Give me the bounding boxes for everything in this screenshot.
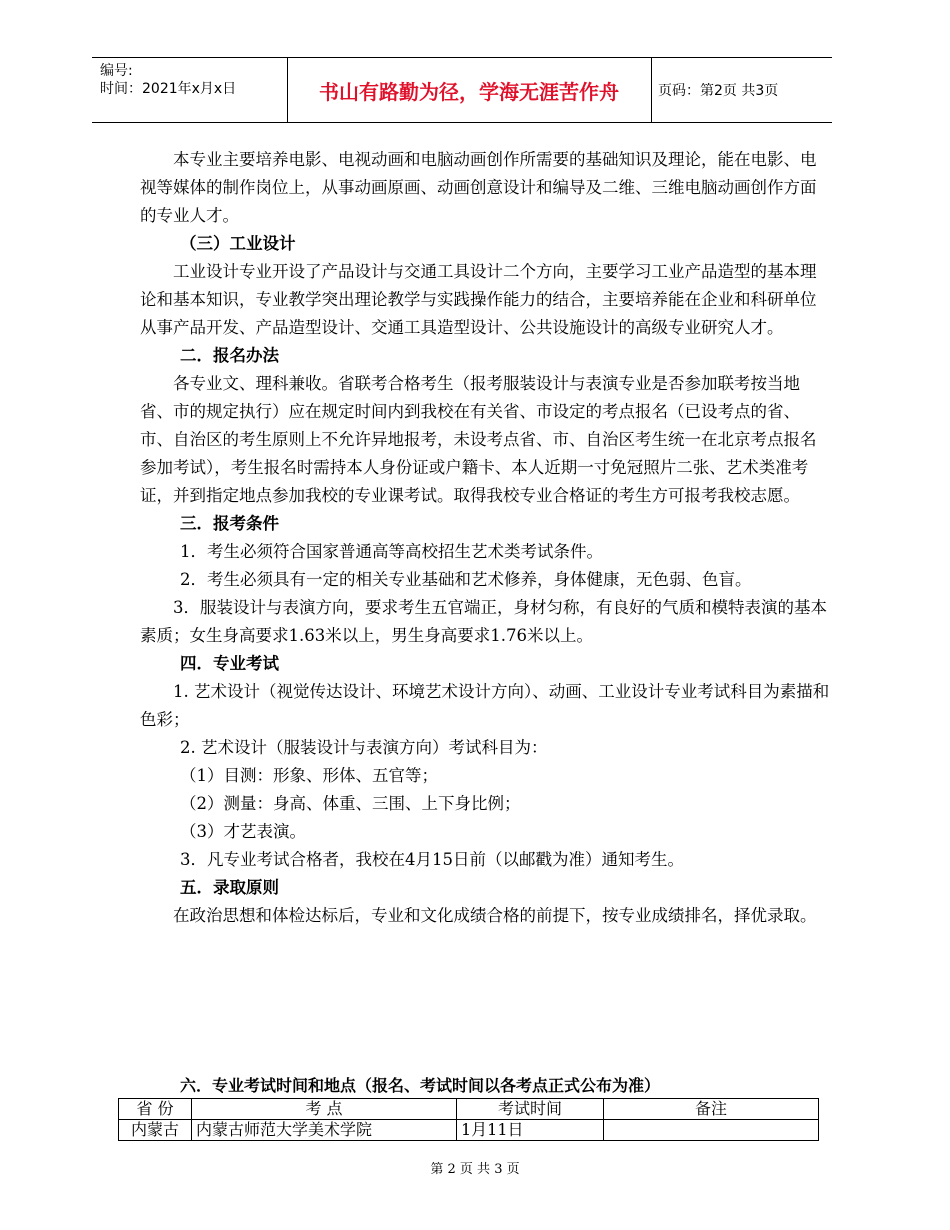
doc-number-label: 编号: [100, 63, 133, 79]
exam-subitem: （1）目测：形象、形体、五官等； [180, 766, 438, 785]
paragraph-industrial-design: 工业设计专业开设了产品设计与交通工具设计二个方向，主要学习工业产品造型的基本理论和基本知识，专业教学突出理论教学与实践操作能力的结合，主要培养能在企业和科研单位从事产品开发、产品造型设计、交通工具造型设计、公共设施设计的高级专业研究人才。 [140, 262, 817, 337]
table-cell [604, 1120, 819, 1141]
table-cell: 内蒙古 [119, 1120, 192, 1141]
exam-item: 3．凡专业考试合格者，我校在4月15日前（以邮戳为准）通知考生。 [180, 850, 684, 869]
header-motto: 书山有路勤为径，学海无涯苦作舟 [319, 80, 619, 104]
heading-admission: 五．录取原则 [180, 878, 279, 897]
heading-industrial-design: （三）工业设计 [180, 234, 296, 253]
table-row [119, 1120, 819, 1141]
table-header-cell: 考试时间 [457, 1099, 604, 1120]
table-cell: 内蒙古师范大学美术学院 [192, 1120, 457, 1141]
exam-item: 1. 艺术设计（视觉传达设计、环境艺术设计方向）、动画、工业设计专业考试科目为素描和色彩； [140, 682, 830, 729]
table-header-row [119, 1099, 819, 1120]
condition-item: 3．服装设计与表演方向，要求考生五官端正，身材匀称，有良好的气质和模特表演的基本素质；女生身高要求1.63米以上，男生身高要求1.76米以上。 [140, 598, 827, 645]
paragraph-registration: 各专业文、理科兼收。省联考合格考生（报考服装设计与表演专业是否参加联考按当地省、市的规定执行）应在规定时间内到我校在有关省、市设定的考点报名（已设考点的省、市、自治区的考生原则上不允许异地报考，未设考点省、市、自治区考生统一在北京考点报名参加考试），考生报名时需持本人身份证或户籍卡、本人近期一寸免冠照片二张、艺术类准考证，并到指定地点参加我校的专业课考试。取得我校专业合格证的考生方可报考我校志愿。 [140, 374, 817, 505]
paragraph-animation: 本专业主要培养电影、电视动画和电脑动画创作所需要的基础知识及理论，能在电影、电视等媒体的制作岗位上，从事动画原画、动画创意设计和编导及二维、三维电脑动画创作方面的专业人才。 [140, 150, 817, 225]
heading-exam: 四．专业考试 [180, 654, 279, 673]
header-bottom-rule [92, 122, 832, 123]
doc-time-label: 时间：2021年x月x日 [100, 81, 237, 97]
table-cell: 1月11日 [457, 1120, 604, 1141]
heading-conditions: 三．报考条件 [180, 514, 279, 533]
condition-item: 1．考生必须符合国家普通高等高校招生艺术类考试条件。 [180, 542, 603, 561]
exam-item: 2. 艺术设计（服装设计与表演方向）考试科目为： [180, 738, 548, 757]
main-body [140, 146, 830, 930]
page-footer: 第 2 页 共 3 页 [430, 1162, 520, 1177]
paragraph-admission: 在政治思想和体检达标后，专业和文化成绩合格的前提下，按专业成绩排名，择优录取。 [173, 906, 817, 925]
table-header-cell: 考 点 [192, 1099, 457, 1120]
table-header-cell: 备注 [604, 1099, 819, 1120]
heading-registration: 二．报名办法 [180, 346, 279, 365]
header-divider [651, 57, 652, 122]
page-indicator: 页码：第2页 共3页 [658, 83, 779, 99]
exam-subitem: （2）测量：身高、体重、三围、上下身比例； [180, 794, 521, 813]
condition-item: 2．考生必须具有一定的相关专业基础和艺术修养，身体健康，无色弱、色盲。 [180, 570, 752, 589]
table-header-cell: 省 份 [119, 1099, 192, 1120]
heading-schedule: 六．专业考试时间和地点（报名、考试时间以各考点正式公布为准） [180, 1076, 661, 1095]
header-top-rule [92, 57, 832, 58]
exam-subitem: （3）才艺表演。 [180, 822, 306, 841]
schedule-table [118, 1098, 819, 1141]
